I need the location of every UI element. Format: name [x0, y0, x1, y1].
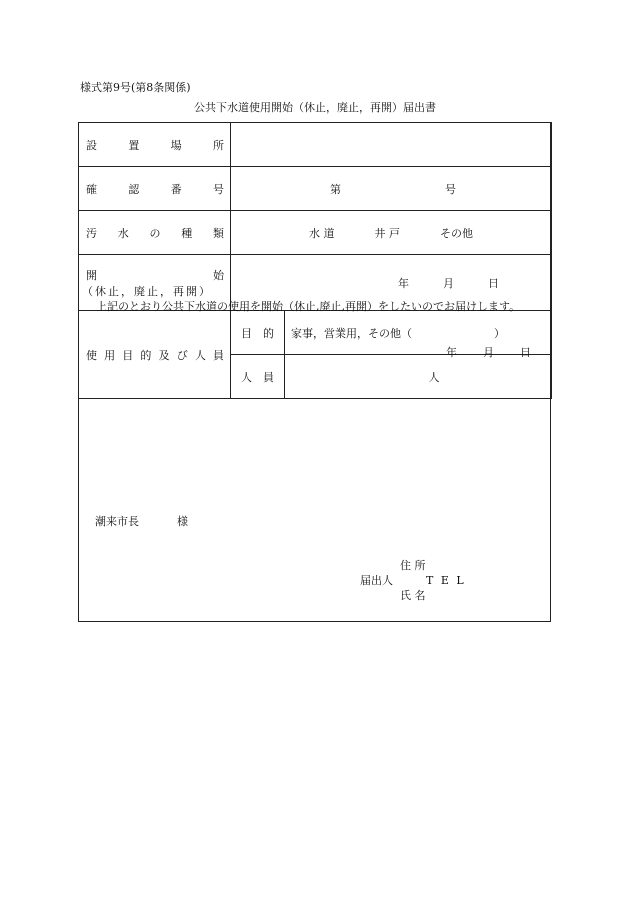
- date-year: 年: [446, 346, 457, 359]
- date-day: 日: [520, 346, 531, 359]
- label-char: 設: [86, 138, 97, 152]
- label-char: 目: [122, 348, 134, 362]
- label-start-date-sub: （休止，廃止，再開）: [82, 284, 212, 298]
- label-char: 始: [213, 268, 224, 282]
- label-char: 及: [158, 348, 170, 362]
- label-name: 氏 名: [400, 589, 426, 602]
- addressee-name: 潮来市長: [95, 515, 139, 528]
- label-char: 置: [128, 138, 140, 152]
- date-day: 日: [488, 276, 499, 290]
- label-address: 住 所: [400, 559, 426, 572]
- label-char: 所: [212, 138, 224, 152]
- label-char: 認: [128, 182, 140, 196]
- label-char: の: [149, 226, 161, 240]
- label-purpose: 目 的: [231, 311, 285, 355]
- label-char: 確: [86, 182, 97, 196]
- date-year: 年: [398, 276, 409, 290]
- label-char: 的: [140, 348, 152, 362]
- addressee: [95, 513, 188, 529]
- confirm-number-suffix: 号: [445, 182, 456, 196]
- label-char: 号: [212, 182, 224, 196]
- purpose-options: 家事，営業用，その他（: [291, 326, 412, 340]
- label-char: 番: [170, 182, 182, 196]
- label-char: 汚: [86, 226, 97, 240]
- date-month: 月: [443, 276, 454, 290]
- label-char: 使: [86, 348, 97, 362]
- people-unit: 人: [428, 370, 440, 384]
- confirm-number-prefix: 第: [330, 182, 341, 196]
- option-water-supply[interactable]: 水 道: [309, 226, 335, 240]
- label-char: 開: [86, 268, 97, 282]
- form-number: 様式第9号(第8条関係): [80, 81, 191, 94]
- form-title: 公共下水道使用開始（休止，廃止，再開）届出書: [194, 101, 436, 114]
- label-char: 人: [194, 348, 206, 362]
- label-applicant: 届出人: [360, 574, 393, 587]
- lower-content: [78, 122, 551, 622]
- addressee-honorific: 様: [177, 515, 188, 528]
- purpose-close: ）: [494, 326, 505, 340]
- applicant-block: [360, 558, 466, 603]
- date-month: 月: [483, 346, 494, 359]
- label-people: 人 員: [231, 355, 285, 399]
- label-char: 場: [170, 138, 182, 152]
- label-char: 用: [104, 348, 116, 362]
- label-char: 水: [117, 226, 129, 240]
- option-other[interactable]: その他: [440, 226, 473, 240]
- label-char: 類: [213, 226, 224, 240]
- label-char: び: [176, 348, 188, 362]
- label-char: 種: [181, 226, 193, 240]
- label-char: 員: [212, 348, 224, 362]
- option-well[interactable]: 井 戸: [374, 226, 400, 240]
- declaration-text: 上記のとおり公共下水道の使用を開始（休止,廃止,再開）をしたいのでお届けします。: [96, 300, 521, 313]
- label-tel: T E L: [426, 574, 466, 587]
